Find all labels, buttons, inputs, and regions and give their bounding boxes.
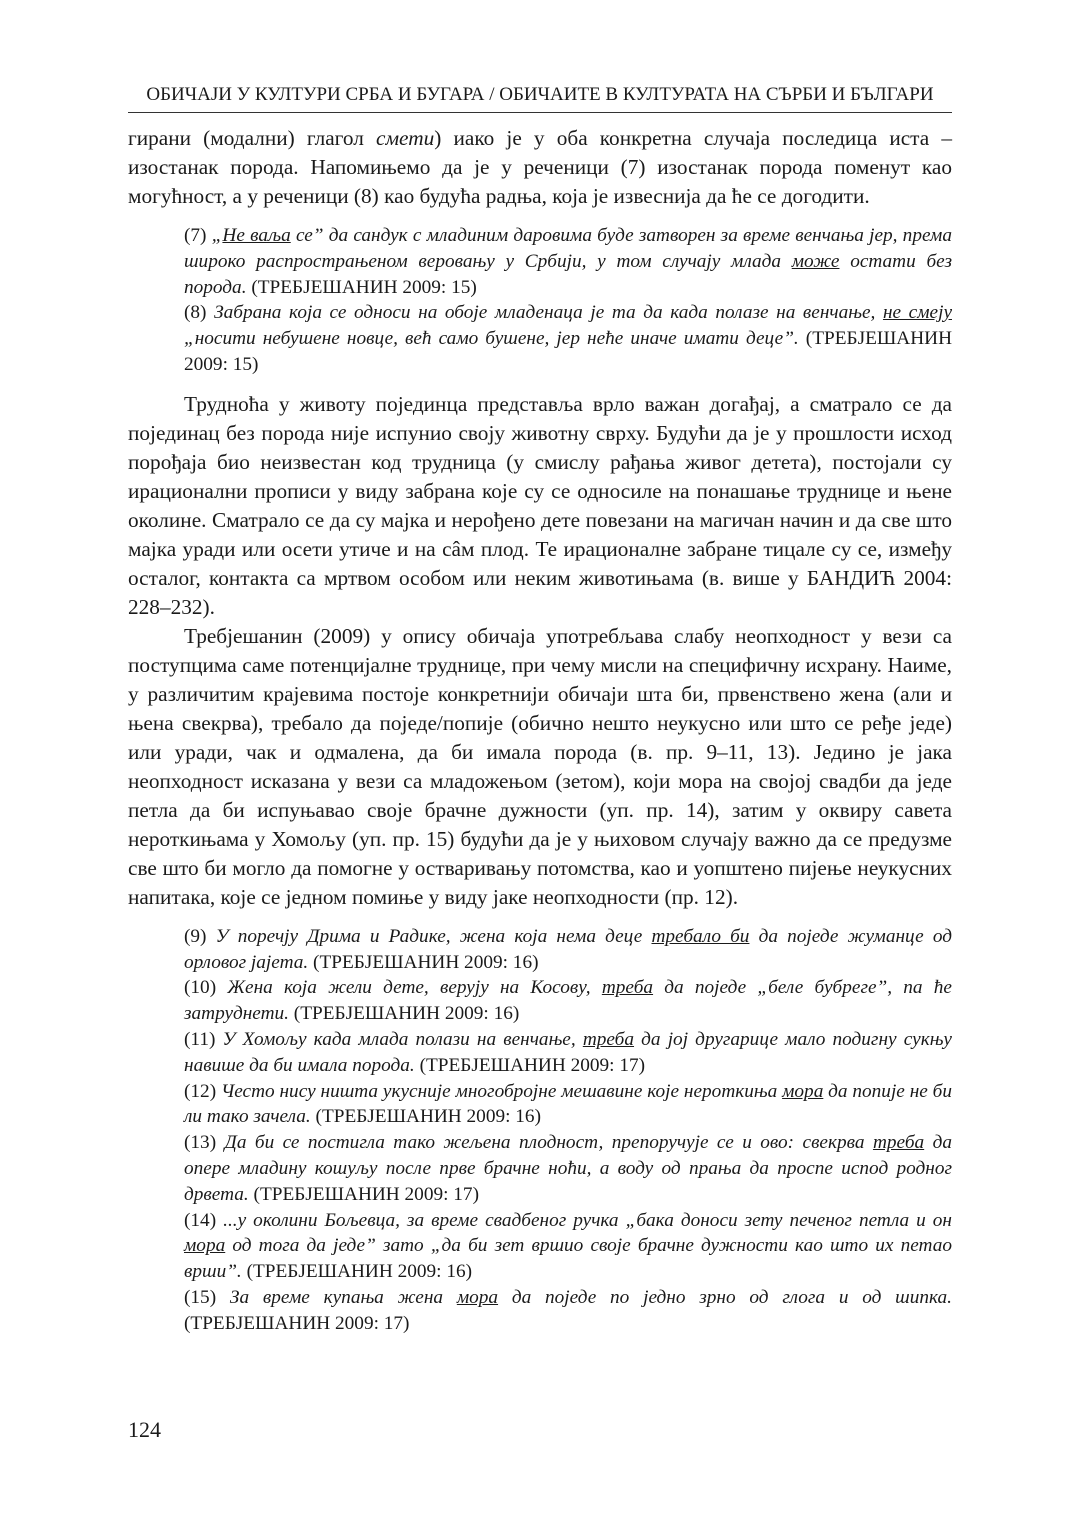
modal-verb-highlight: не смеју [882,302,952,324]
example-item [184,1208,952,1285]
modal-verb-highlight: мора [184,1235,226,1257]
citation: (ТРЕБЈЕШАНИН 2009: 15) [246,276,477,298]
example-text: се” да сандук с младиним даровима буде затворен за време венчања јер, према широко распрострањеном веровању у Србији, у том случају млада [184,225,952,272]
citation: (ТРЕБЈЕШАНИН 2009: 17) [414,1054,646,1076]
example-text: Жена која жели дете, верују на Косову, [227,977,602,999]
modal-verb-highlight: мора [782,1080,824,1102]
paragraph-text: ) иако је у оба конкретна случаја последица иста – изостанак порода. Напомињемо да је у реченици (7) изостанак порода поменут као могућност, а у реченици (8) као будућа радња, која је извеснија да ће се догодити. [128,126,952,208]
examples-block-1 [184,223,952,378]
example-item [184,975,952,1027]
example-number: (10) [184,977,228,999]
example-text: да опере младину кошуљу после прве брачне ноћи, а воду од прања да проспе испод родног дрвета. [184,1132,952,1205]
example-text: ...у околини Бољевца, за време свадбеног ручка „бака доноси зету печеног петла и он [223,1209,952,1231]
modal-verb-highlight: треба [601,977,654,999]
citation: (ТРЕБЈЕШАНИН 2009: 16) [288,1003,520,1025]
example-text: да јој другарице мало подигну сукњу навише да би имала порода. [184,1028,952,1076]
example-text: У поречју Дрима и Радике, жена која нема деце [215,925,652,947]
example-number: (13) [184,1132,225,1154]
italic-term: смети [376,126,435,150]
citation: (ТРЕБЈЕШАНИН 2009: 16) [241,1261,473,1283]
running-header: ОБИЧАЈИ У КУЛТУРИ СРБА И БУГАРА / ОБИЧАИТЕ В КУЛТУРАТА НА СЪРБИ И БЪЛГАРИ [128,84,952,113]
example-text: „носити небушене новце, већ само бушене, јер неће иначе имати деце”. [184,328,799,350]
modal-verb-highlight: Не ваља [222,225,291,246]
example-item [184,300,952,377]
example-text: Забрана која се односи на обоје младенаца је та да када полазе на венчање, [214,302,883,324]
example-item [184,924,952,976]
paragraph-text: гирани (модални) глагол [128,126,376,150]
example-number: (12) [184,1080,221,1102]
examples-block-2 [184,924,952,1337]
modal-verb-highlight: требало би [651,925,750,947]
citation: (ТРЕБЈЕШАНИН 2009: 16) [308,951,539,973]
example-text: да поједе „беле бубреге”, па ће затруднети. [184,977,952,1025]
example-number: (8) [184,302,215,324]
example-text: Често нису ништа укусније многобројне мешавине које нероткиња [220,1080,783,1102]
example-item [184,223,952,300]
example-text: У Хомољу када млада полази на венчање, [222,1028,583,1050]
page-body [128,124,952,1349]
example-text: од тога да једе” зато „да би зет вршио своје брачне дужности као што их петао врши”. [184,1235,952,1283]
paragraph-pregnancy: Трудноћа у животу појединца представља врло важан догађај, а сматрало се да појединац без порода није испунио своју животну сврху. Будући да је у прошлости исход порођаја био неизвестан код трудница (у смислу рађања живог детета), постојали су ирационални прописи у виду забрана које су се односиле на понашање труднице и њене околине. Сматрало се да су мајка и нерођено дете повезани на магичан начин и да све што мајка уради или осети утиче и на сâм плод. Те ирационалне забране тицале су се, између осталог, контакта са мртвом особом или неким животињама (в. више у БАНДИЋ 2004: 228–232). [128,391,952,619]
modal-verb-highlight: може [791,250,840,272]
example-text: да поједе по једно зрно од глога и од шипка. [498,1286,952,1308]
example-number: (7) [184,225,212,246]
example-text: „ [211,225,223,246]
modal-verb-highlight: треба [582,1028,635,1050]
example-text: да попије не би ли тако зачела. [184,1080,952,1128]
example-number: (11) [184,1028,223,1050]
citation: (ТРЕБЈЕШАНИН 2009: 17) [184,1312,410,1334]
citation: (ТРЕБЈЕШАНИН 2009: 16) [310,1106,541,1128]
modal-verb-highlight: мора [456,1286,499,1308]
example-item [184,1285,952,1337]
paragraph-continued [128,124,952,211]
example-text: Да би се постигла тако жељена плодност, препоручује се и ово: свекрва [224,1132,873,1154]
example-number: (9) [184,925,216,947]
example-text: За време купања жена [229,1286,457,1308]
example-number: (14) [184,1209,224,1231]
example-item [184,1130,952,1207]
citation: (ТРЕБЈЕШАНИН 2009: 17) [248,1183,479,1205]
example-number: (15) [184,1286,230,1308]
example-item [184,1027,952,1079]
paragraph-trebjesanin: Требјешанин (2009) у опису обичаја употребљава слабу неопходност у вези са поступцима саме потенцијалне труднице, при чему мисли на специфичну исхрану. Наиме, у различитим крајевима постоје конкретнији обичаји шта би, првенствено жена (али и њена свекрва), требало да поједе/попије (обично нешто неукусно или што се ређе једе) или уради, чак и одмалена, да би имала порода (в. пр. 9–11, 13). Једино је јака неопходност исказана у вези са младожењом (зетом), који мора на својој свадби да једе петла да би испуњавао своје брачне дужности (уп. пр. 14), затим у оквиру савета нероткињама у Хомољу (уп. пр. 15) будући да је у њиховом случају важно да се предузме све што би могло да помогне у остваривању потомства, као и уопштено пијење неукусних напитака, које се једном помиње у виду јаке неопходности (пр. 12). [128,623,952,909]
example-text: остати без порода. [184,250,952,298]
citation: (ТРЕБЈЕШАНИН 2009: 15) [184,328,952,375]
modal-verb-highlight: треба [872,1132,925,1154]
page-number: 124 [128,1417,161,1442]
example-text: да поједе жуманце од орловог јајета. [184,925,952,973]
example-item [184,1079,952,1131]
